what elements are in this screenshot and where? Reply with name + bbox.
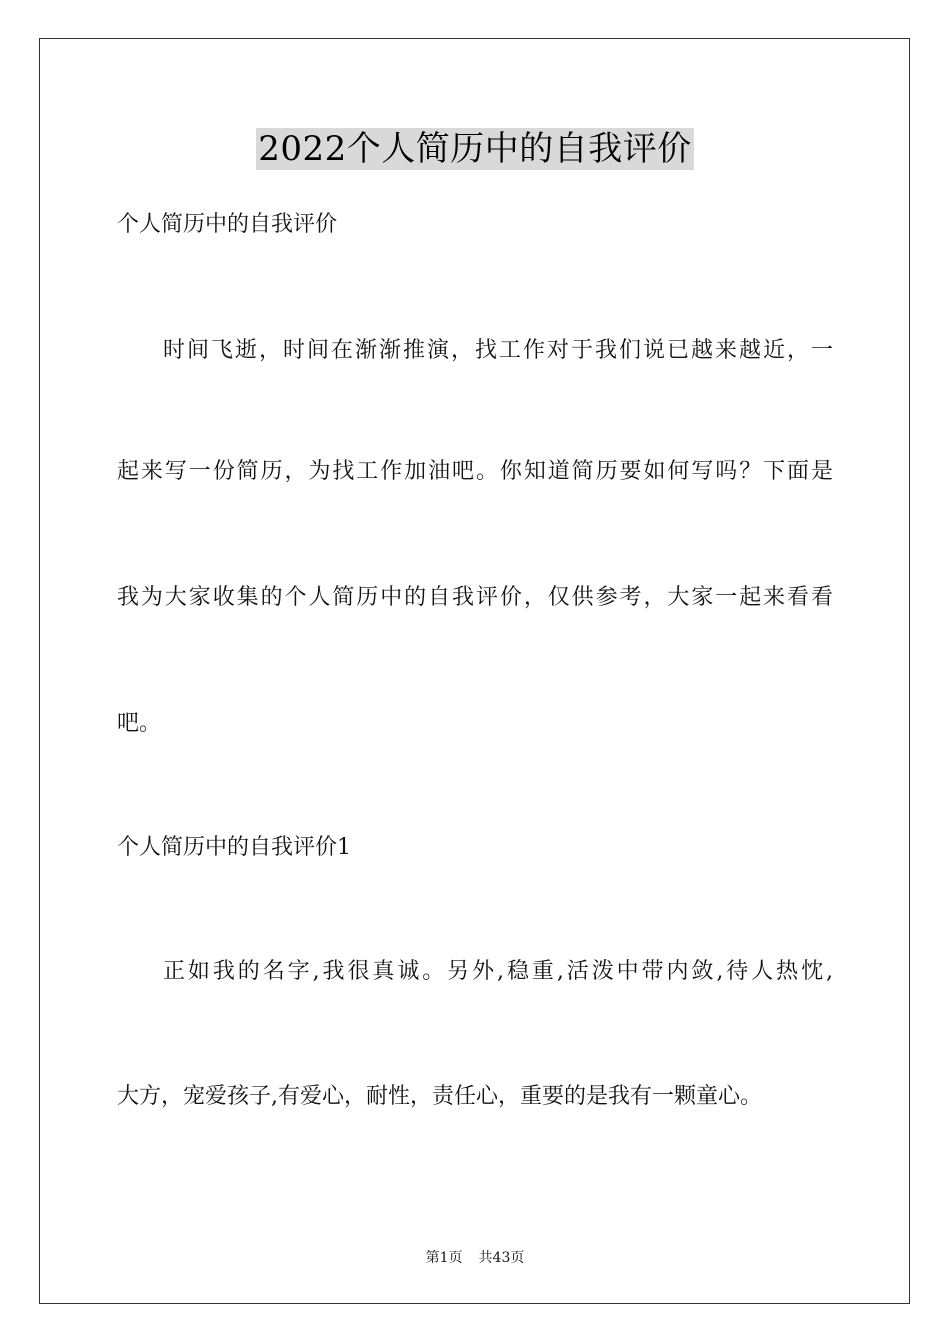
page-number: 第1页 [425,1250,463,1266]
section-line-1: 正如我的名字,我很真诚。另外,稳重,活泼中带内敛,待人热忱, [163,959,833,984]
intro-line-1: 时间飞逝，时间在渐渐推演，找工作对于我们说已越来越近，一 [163,338,833,363]
document-title: 2022个人简历中的自我评价 [258,129,692,169]
intro-line-3: 我为大家收集的个人简历中的自我评价，仅供参考，大家一起来看看 [117,585,833,610]
title-container [0,128,950,170]
total-pages: 共43页 [478,1250,525,1266]
section-line-2: 大方，宠爱孩子,有爱心，耐性，责任心，重要的是我有一颗童心。 [117,1084,762,1109]
document-subtitle: 个人简历中的自我评价 [117,212,338,237]
page-footer [0,1248,950,1268]
intro-line-4: 吧。 [117,711,162,736]
intro-line-2: 起来写一份简历，为找工作加油吧。你知道简历要如何写吗？下面是 [117,459,833,484]
section-heading: 个人简历中的自我评价1 [117,835,351,860]
